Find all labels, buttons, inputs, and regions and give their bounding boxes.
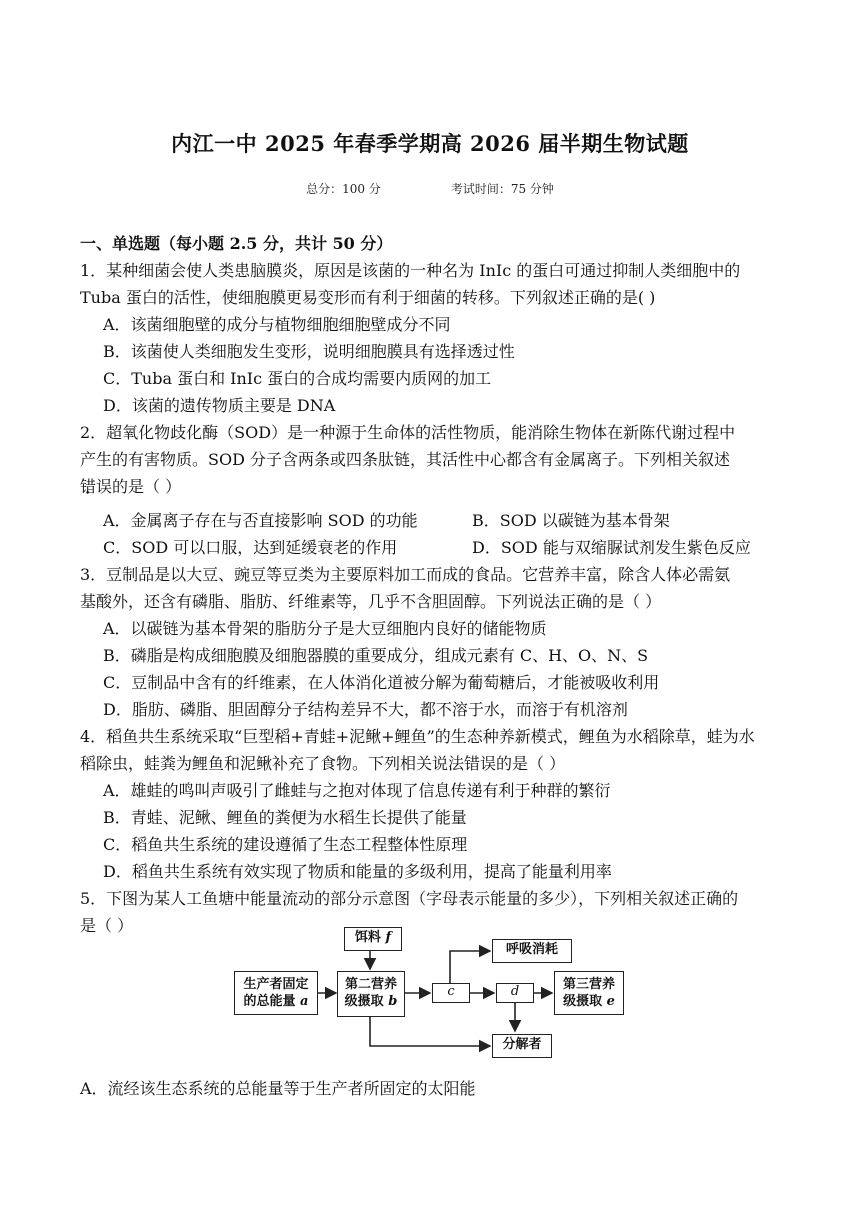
total-score: 总分：100 分 <box>306 182 381 196</box>
c-box <box>432 983 470 1003</box>
exam-time: 考试时间：75 分钟 <box>450 182 554 196</box>
q5-stem-line1: 5．下图为某人工鱼塘中能量流动的部分示意图（字母表示能量的多少），下列相关叙述正确的 <box>80 889 739 908</box>
q4-option-a: A．雄蛙的鸣叫声吸引了雌蛙与之抱对体现了信息传递有利于种群的繁衍 <box>103 781 611 800</box>
q3-option-b: B．磷脂是构成细胞膜及细胞器膜的重要成分，组成元素有 C、H、O、N、S <box>103 646 649 665</box>
third-line1: 第三营养 <box>562 977 615 992</box>
producer-line2-wrap <box>235 993 317 1010</box>
q3-stem-line1: 3．豆制品是以大豆、豌豆等豆类为主要原料加工而成的食品。它营养丰富，除含人体必需氨 <box>80 565 731 584</box>
q3-option-a: A．以碳链为基本骨架的脂肪分子是大豆细胞内良好的储能物质 <box>103 619 547 638</box>
exam-meta <box>0 180 860 197</box>
q2-stem-line2: 产生的有害物质。SOD 分子含两条或四条肽链，其活性中心都含有金属离子。下列相关叙述 <box>80 450 730 469</box>
q2-stem-line1: 2．超氧化物歧化酶（SOD）是一种源于生命体的活性物质，能消除生物体在新陈代谢过程中 <box>80 423 736 442</box>
respiration-box: 呼吸消耗 <box>492 939 572 963</box>
q4-option-d: D．稻鱼共生系统有效实现了物质和能量的多级利用，提高了能量利用率 <box>103 862 612 881</box>
energy-flow-diagram <box>232 925 632 1060</box>
arrow-c-to-respiration <box>450 951 490 985</box>
q1-option-a: A．该菌细胞壁的成分与植物细胞细胞壁成分不同 <box>103 315 451 334</box>
second-line1: 第二营养 <box>344 977 397 992</box>
second-line2: 级摄取 <box>344 994 384 1009</box>
q4-option-b: B．青蛙、泥鳅、鲤鱼的粪便为水稻生长提供了能量 <box>103 808 467 827</box>
page-title: 内江一中 2025 年春季学期高 2026 届半期生物试题 <box>171 131 689 156</box>
feed-box <box>344 927 402 951</box>
q3-option-c: C．豆制品中含有的纤维素，在人体消化道被分解为葡萄糖后，才能被吸收利用 <box>103 673 660 692</box>
q2-option-c: C．SOD 可以口服，达到延缓衰老的作用 <box>103 538 398 557</box>
q3-stem-line2: 基酸外，还含有磷脂、脂肪、纤维素等，几乎不含胆固醇。下列说法正确的是（ ） <box>80 592 662 611</box>
q5-stem-line2: 是（ ） <box>80 916 134 935</box>
q1-stem-line1: 1．某种细菌会使人类患脑膜炎，原因是该菌的一种名为 InIc 的蛋白可通过抑制人类细胞中的 <box>80 261 741 280</box>
q1-stem-line2: Tuba 蛋白的活性，使细胞膜更易变形而有利于细菌的转移。下列叙述正确的是( ) <box>80 288 656 307</box>
third-line2-wrap <box>555 993 623 1010</box>
q1-option-d: D．该菌的遗传物质主要是 DNA <box>103 396 336 415</box>
d-box <box>496 983 534 1003</box>
second-level-box <box>337 971 405 1017</box>
second-var: b <box>388 994 398 1009</box>
q1-option-b: B．该菌使人类细胞发生变形，说明细胞膜具有选择透过性 <box>103 342 515 361</box>
producer-var: a <box>300 994 309 1009</box>
decomposer-box: 分解者 <box>492 1034 552 1058</box>
q4-stem-line2: 稻除虫，蛙粪为鲤鱼和泥鳅补充了食物。下列相关说法错误的是（ ） <box>80 754 566 773</box>
feed-var: f <box>385 930 392 945</box>
q4-stem-line1: 4．稻鱼共生系统采取“巨型稻+青蛙+泥鳅+鲤鱼”的生态种养新模式，鲤鱼为水稻除草，蛙为水 <box>80 727 755 746</box>
q5-option-a: A．流经该生态系统的总能量等于生产者所固定的太阳能 <box>80 1079 476 1098</box>
q1-option-c: C．Tuba 蛋白和 InIc 蛋白的合成均需要内质网的加工 <box>103 369 492 388</box>
feed-label: 饵料 <box>354 930 381 945</box>
q2-option-a: A．金属离子存在与否直接影响 SOD 的功能 <box>103 511 418 530</box>
second-line2-wrap <box>338 993 404 1010</box>
d-var: d <box>510 984 520 999</box>
third-level-box <box>554 971 624 1015</box>
producer-box <box>234 971 318 1015</box>
q2-emphasis: 错误 <box>80 477 113 496</box>
q4-option-c: C．稻鱼共生系统的建设遵循了生态工程整体性原理 <box>103 835 468 854</box>
section-heading: 一、单选题（每小题 2.5 分，共计 50 分） <box>80 234 393 253</box>
q2-option-d: D．SOD 能与双缩脲试剂发生紫色反应 <box>472 538 751 557</box>
third-line2: 级摄取 <box>563 994 603 1009</box>
q2-stem-line3 <box>80 474 181 497</box>
c-var: c <box>447 984 455 999</box>
producer-line1: 生产者固定 <box>243 977 309 992</box>
q2-stem-line3-rest: 的是（ ） <box>112 477 182 496</box>
q2-option-b: B．SOD 以碳链为基本骨架 <box>472 511 670 530</box>
producer-line2: 的总能量 <box>243 994 296 1009</box>
third-var: e <box>606 994 615 1009</box>
arrow-b-to-decomposer <box>370 1017 490 1046</box>
q3-option-d: D．脂肪、磷脂、胆固醇分子结构差异不大，都不溶于水，而溶于有机溶剂 <box>103 700 628 719</box>
